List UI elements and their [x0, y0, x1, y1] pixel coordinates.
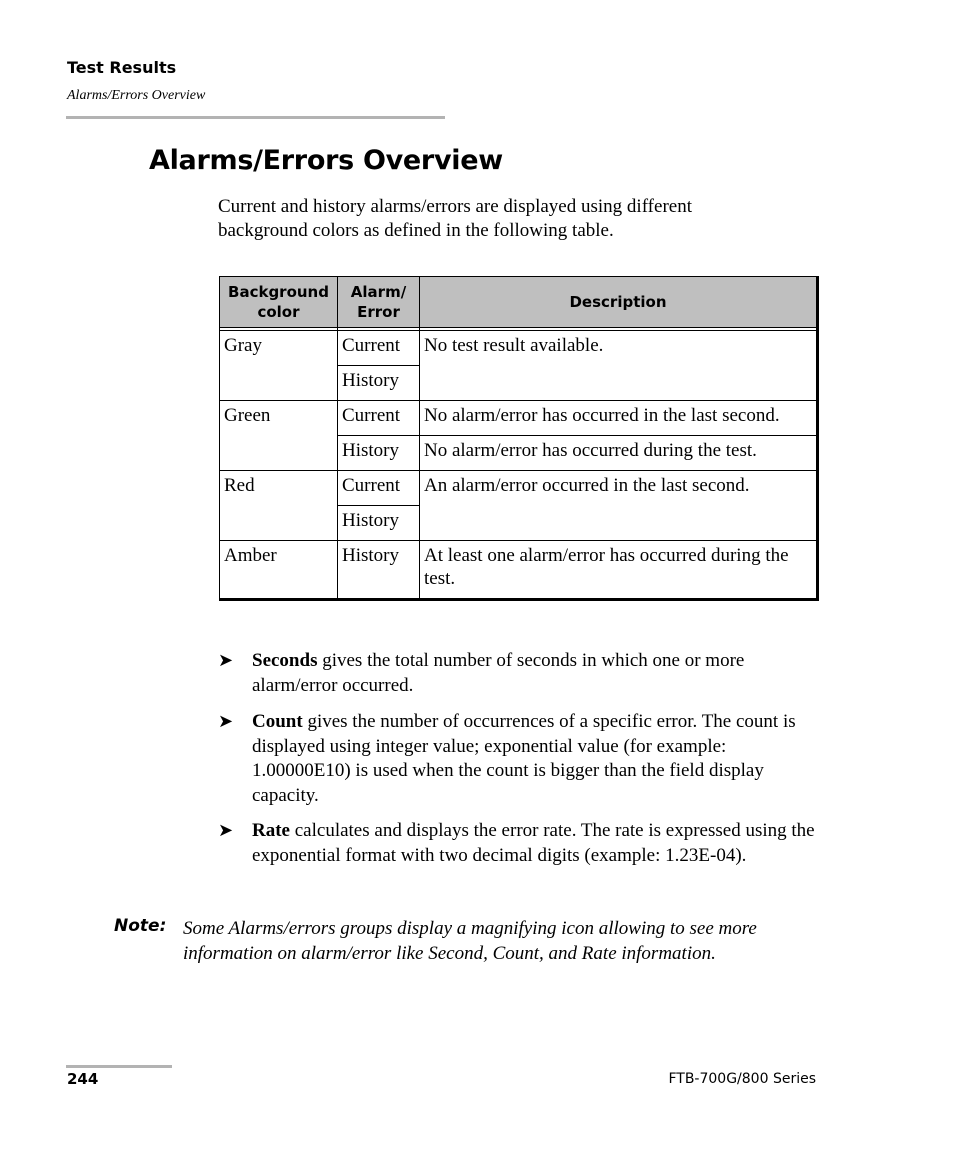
- alarm-type-cell: Current: [338, 471, 420, 506]
- list-item: [218, 819, 818, 868]
- table-row: [220, 401, 818, 436]
- description-cell: No alarm/error has occurred in the last second.: [420, 401, 818, 436]
- page-title: Alarms/Errors Overview: [149, 145, 503, 176]
- bullet-term: Seconds: [252, 650, 318, 671]
- bullet-list: [218, 819, 818, 868]
- header-divider: [66, 116, 445, 119]
- bullet-text: calculates and displays the error rate. The rate is expressed using the exponential format with two decimal digits (example: 1.23E-04).: [252, 820, 815, 866]
- arrow-bullet-icon: ➤: [218, 820, 234, 841]
- running-header-subtitle: Alarms/Errors Overview: [67, 88, 206, 103]
- table-row: [220, 471, 818, 506]
- alarm-color-table: [219, 276, 820, 601]
- description-cell: No alarm/error has occurred during the test.: [420, 436, 818, 471]
- description-cell: No test result available.: [420, 331, 818, 401]
- page-number: 244: [67, 1070, 99, 1088]
- footer-divider: [66, 1065, 172, 1068]
- intro-paragraph: Current and history alarms/errors are displayed using different background colors as defined in the following table.: [218, 196, 692, 241]
- alarm-type-cell: Current: [338, 401, 420, 436]
- color-cell: Red: [220, 471, 338, 541]
- bullet-list: [218, 649, 818, 698]
- alarm-type-cell: History: [338, 436, 420, 471]
- color-cell: Green: [220, 401, 338, 471]
- alarm-type-cell: History: [338, 541, 420, 600]
- arrow-bullet-icon: ➤: [218, 650, 234, 671]
- col-header-alarm-error: Alarm/ Error: [338, 277, 420, 328]
- bullet-list: [218, 710, 818, 808]
- table-row: [220, 331, 818, 366]
- running-header-title: Test Results: [67, 58, 177, 77]
- bullet-term: Count: [252, 711, 303, 732]
- bullet-text: gives the number of occurrences of a specific error. The count is displayed using integer value; exponential value (for example: 1.00000E10) is used when the count is bigger than the field display capacity.: [252, 711, 796, 806]
- list-item: [218, 710, 818, 808]
- color-cell: Amber: [220, 541, 338, 600]
- table-row: [220, 541, 818, 600]
- description-cell: At least one alarm/error has occurred during the test.: [420, 541, 818, 600]
- note-text: Some Alarms/errors groups display a magnifying icon allowing to see more information on alarm/error like Second, Count, and Rate information.: [183, 918, 757, 964]
- color-cell: Gray: [220, 331, 338, 401]
- alarm-type-cell: History: [338, 366, 420, 401]
- arrow-bullet-icon: ➤: [218, 711, 234, 732]
- footer-series: FTB-700G/800 Series: [668, 1071, 816, 1087]
- col-header-background-color: Background color: [220, 277, 338, 328]
- alarm-type-cell: Current: [338, 331, 420, 366]
- col-header-description: Description: [420, 277, 818, 328]
- bullet-term: Rate: [252, 820, 290, 841]
- note-label: Note:: [114, 916, 167, 936]
- alarm-type-cell: History: [338, 506, 420, 541]
- description-cell: An alarm/error occurred in the last second.: [420, 471, 818, 541]
- bullet-text: gives the total number of seconds in which one or more alarm/error occurred.: [252, 650, 745, 696]
- list-item: [218, 649, 818, 698]
